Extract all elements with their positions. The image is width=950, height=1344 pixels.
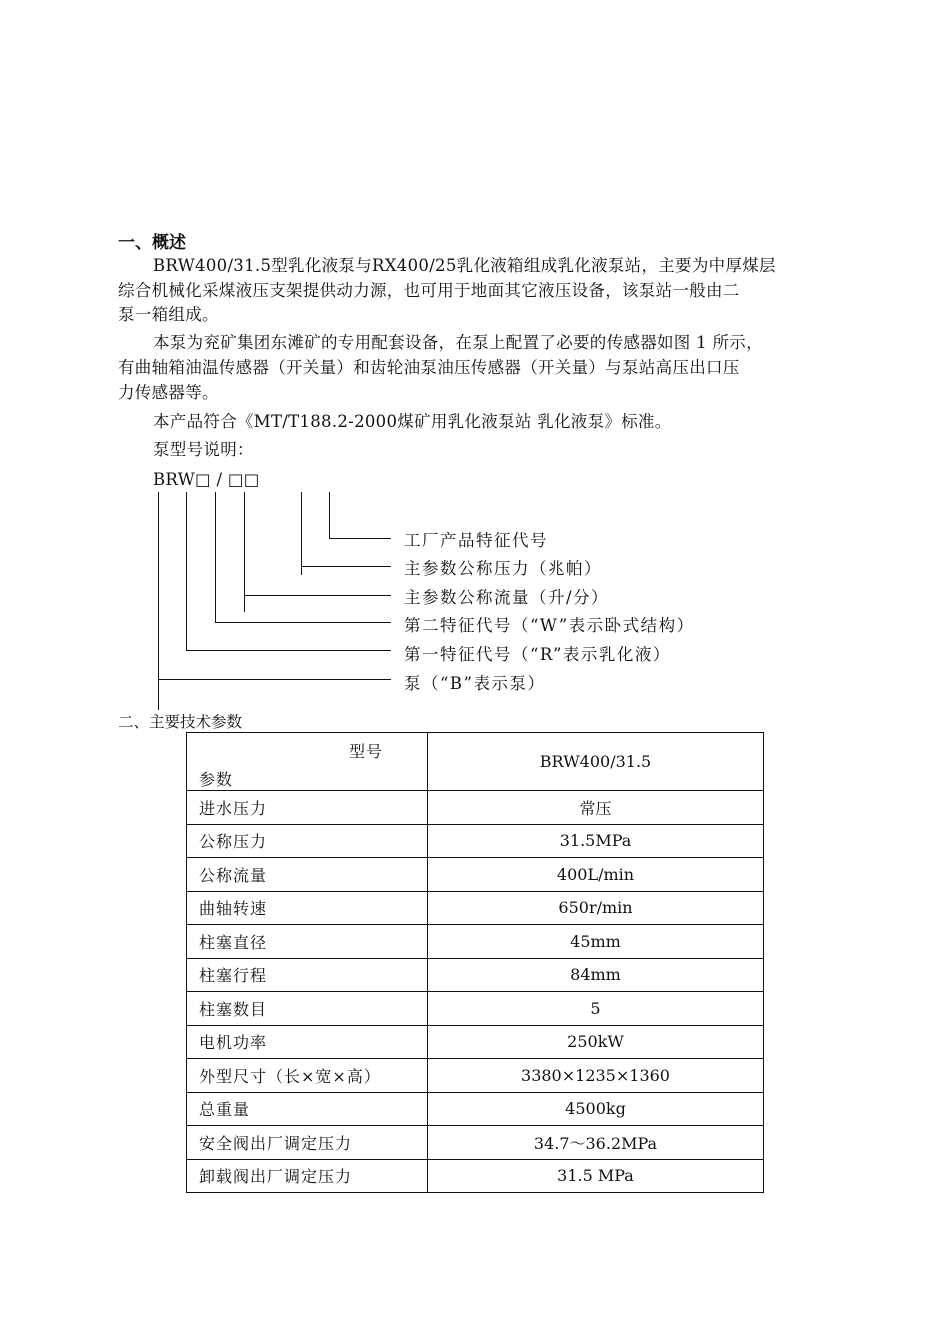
standard-statement: 本产品符合《MT/T188.2-2000煤矿用乳化液泵站 乳化液泵》标准。	[153, 412, 672, 431]
parameters-table	[186, 732, 764, 1193]
diagram-line	[329, 538, 391, 539]
diagram-line	[158, 492, 159, 710]
table-row	[187, 1059, 764, 1093]
param-value: 400L/min	[428, 858, 764, 892]
diagram-line	[329, 492, 330, 539]
param-name: 进水压力	[187, 791, 428, 825]
code-label-first-feature: 第一特征代号（“R”表示乳化液）	[404, 645, 671, 664]
table-row	[187, 858, 764, 892]
param-value: 45mm	[428, 925, 764, 959]
diagram-line	[215, 492, 216, 622]
table-row	[187, 824, 764, 858]
param-value: 4500kg	[428, 1092, 764, 1126]
table-row	[187, 992, 764, 1026]
table-row	[187, 925, 764, 959]
param-name: 安全阀出厂调定压力	[187, 1126, 428, 1160]
table-row	[187, 1025, 764, 1059]
paragraph-line: 泵一箱组成。	[118, 305, 219, 324]
code-label-pump: 泵（“B”表示泵）	[404, 674, 546, 693]
param-value: 5	[428, 992, 764, 1026]
header-model-value: BRW400/31.5	[428, 733, 764, 791]
diagram-line	[301, 492, 302, 575]
code-label-second-feature: 第二特征代号（“W”表示卧式结构）	[404, 616, 695, 635]
param-value: 34.7～36.2MPa	[428, 1126, 764, 1160]
param-name: 柱塞行程	[187, 958, 428, 992]
table-header-row	[187, 733, 764, 791]
param-value: 3380×1235×1360	[428, 1059, 764, 1093]
param-value: 31.5 MPa	[428, 1159, 764, 1193]
header-model-label: 型号	[348, 742, 383, 761]
model-explanation-title: 泵型号说明：	[153, 440, 254, 459]
paragraph-line: 综合机械化采煤液压支架提供动力源，也可用于地面其它液压设备，该泵站一般由二	[118, 281, 740, 300]
param-value: 31.5MPa	[428, 824, 764, 858]
param-name: 电机功率	[187, 1025, 428, 1059]
param-name: 柱塞直径	[187, 925, 428, 959]
paragraph-line: 有曲轴箱油温传感器（开关量）和齿轮油泵油压传感器（开关量）与泵站高压出口压	[118, 358, 740, 377]
diagram-line	[301, 566, 391, 567]
param-name: 总重量	[187, 1092, 428, 1126]
model-code: BRW□ / □□	[153, 470, 260, 489]
table-row	[187, 791, 764, 825]
diagram-line	[158, 679, 391, 680]
diagram-line	[244, 595, 391, 596]
param-value: 84mm	[428, 958, 764, 992]
code-label-flow: 主参数公称流量（升/分）	[404, 588, 610, 607]
section-heading-parameters: 二、主要技术参数	[118, 713, 243, 731]
diagram-line	[215, 622, 391, 623]
param-name: 卸载阀出厂调定压力	[187, 1159, 428, 1193]
param-name: 柱塞数目	[187, 992, 428, 1026]
param-name: 外型尺寸（长×宽×高）	[187, 1059, 428, 1093]
param-value: 250kW	[428, 1025, 764, 1059]
param-value: 常压	[428, 791, 764, 825]
param-value: 650r/min	[428, 891, 764, 925]
header-diagonal-cell	[187, 733, 428, 791]
param-name: 公称流量	[187, 858, 428, 892]
table-row	[187, 1126, 764, 1160]
section-heading-overview: 一、概述	[118, 233, 186, 253]
param-name: 曲轴转速	[187, 891, 428, 925]
diagram-line	[186, 650, 391, 651]
paragraph-line: BRW400/31.5型乳化液泵与RX400/25乳化液箱组成乳化液泵站，主要为中厚煤层	[153, 256, 776, 275]
header-param-label: 参数	[199, 770, 234, 789]
diagram-line	[244, 492, 245, 612]
table-row	[187, 958, 764, 992]
paragraph-line: 本泵为兖矿集团东滩矿的专用配套设备，在泵上配置了必要的传感器如图 1 所示，	[153, 333, 763, 352]
param-name: 公称压力	[187, 824, 428, 858]
diagram-line	[186, 492, 187, 650]
table-row	[187, 1159, 764, 1193]
paragraph-line: 力传感器等。	[118, 383, 219, 402]
table-row	[187, 1092, 764, 1126]
table-row	[187, 891, 764, 925]
code-label-factory: 工厂产品特征代号	[404, 531, 548, 550]
code-label-pressure: 主参数公称压力（兆帕）	[404, 559, 602, 578]
